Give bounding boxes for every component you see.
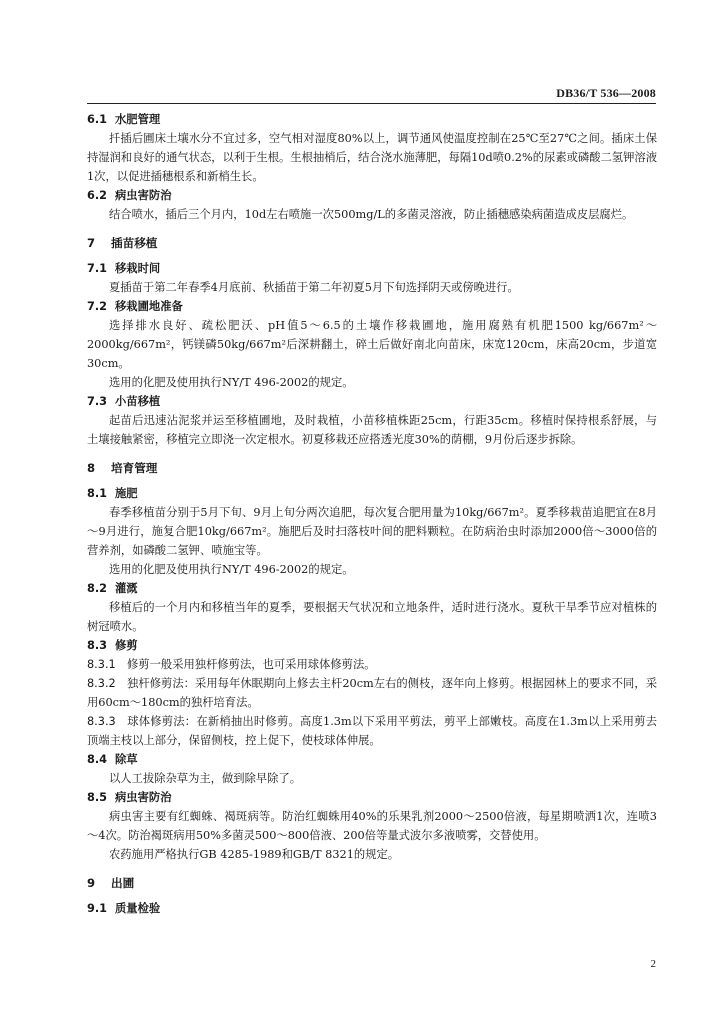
heading-title: 病虫害防治: [115, 791, 172, 804]
heading-number: 7.3: [87, 395, 108, 408]
page-number: 2: [650, 958, 656, 970]
heading-number: 6.2: [87, 189, 108, 202]
paragraph: 农药施用严格执行GB 4285-1989和GB/T 8321的规定。: [109, 848, 400, 861]
clause-number: 8.3.2: [87, 677, 116, 690]
paragraph: 移植后的一个月内和移植当年的夏季，要根据天气状况和立地条件，适时进行浇水。夏秋干旱季节应对植株的树冠喷水。: [87, 601, 657, 633]
heading-title: 移栽时间: [115, 262, 161, 275]
heading-title: 病虫害防治: [115, 189, 172, 202]
heading-number: 9.1: [87, 902, 108, 915]
clause-number: 8.3.1: [87, 658, 116, 671]
heading-number: 8.1: [87, 487, 108, 500]
numbered-clause: [87, 655, 657, 674]
heading-title: 质量检验: [115, 902, 161, 915]
paragraph: 以人工拔除杂草为主，做到除早除了。: [109, 772, 302, 785]
heading-number: 7: [87, 236, 96, 250]
section-heading: [87, 899, 657, 918]
numbered-clause: [87, 674, 657, 712]
heading-title: 施肥: [115, 487, 138, 500]
heading-title: 灌溉: [115, 582, 138, 595]
heading-title: 插苗移植: [111, 236, 158, 250]
heading-title: 培育管理: [111, 461, 158, 475]
section-heading: [87, 186, 657, 205]
document-body: [87, 110, 657, 918]
heading-number: 8.2: [87, 582, 108, 595]
heading-number: 8.3: [87, 639, 108, 652]
paragraph: 扦插后圃床土壤水分不宜过多，空气相对湿度80%以上，调节通风使温度控制在25℃至27℃之间。插床土保持湿润和良好的通气状态，以利于生根。生根抽梢后，结合浇水施薄肥，每隔10d喷0.2%的尿素或磷酸二氢钾溶液1次，以促进插穗根系和新梢生长。: [87, 132, 657, 183]
paragraph: 选用的化肥及使用执行NY/T 496-2002的规定。: [109, 376, 354, 389]
section-heading: [87, 636, 657, 655]
paragraph: 结合喷水，插后三个月内，10d左右喷施一次500mg/L的多菌灵溶液，防止插穗感染病菌造成皮层腐烂。: [109, 208, 634, 221]
paragraph: 起苗后迅速沾泥浆并运至移植圃地，及时栽植，小苗移植株距25cm，行距35cm。移植时保持根系舒展，与土壤接触紧密，移植完立即浇一次定根水。初夏移栽还应搭透光度30%的荫棚，9月份后逐步拆除。: [87, 414, 657, 446]
paragraph: 春季移植苗分别于5月下旬、9月上旬分两次追肥，每次复合肥用量为10kg/667m²。夏季移栽苗追肥宜在8月～9月进行，施复合肥10kg/667m²。施肥后及时扫落枝叶间的肥料颗粒。在防病治虫时添加2000倍～3000倍的营养剂，如磷酸二氢钾、喷施宝等。: [87, 506, 657, 557]
section-heading: [87, 259, 657, 278]
section-heading: [87, 579, 657, 598]
chapter-heading: [87, 459, 657, 478]
section-heading: [87, 750, 657, 769]
heading-title: 水肥管理: [115, 113, 161, 126]
paragraph: 选用的化肥及使用执行NY/T 496-2002的规定。: [109, 563, 354, 576]
heading-number: 8.5: [87, 791, 108, 804]
heading-title: 出圃: [111, 876, 135, 890]
heading-number: 7.1: [87, 262, 108, 275]
section-heading: [87, 484, 657, 503]
heading-number: 8: [87, 461, 96, 475]
numbered-clause: [87, 712, 657, 750]
section-heading: [87, 110, 657, 129]
paragraph: 夏插苗于第二年春季4月底前、秋插苗于第二年初夏5月下旬选择阴天或傍晚进行。: [109, 281, 519, 294]
section-heading: [87, 392, 657, 411]
paragraph: 选择排水良好、疏松肥沃、pH值5～6.5的土壤作移栽圃地，施用腐熟有机肥1500 kg/667m²～2000kg/667m²，钙镁磷50kg/667m²后深耕翻土，碎土后做好南北向苗床，床宽120cm，床高20cm，步道宽30cm。: [87, 319, 657, 370]
heading-title: 小苗移植: [115, 395, 161, 408]
doc-code-header: DB36/T 536—2008: [556, 86, 656, 100]
heading-number: 6.1: [87, 113, 108, 126]
clause-text: 独杆修剪法：采用每年休眠期向上修去主杆20cm左右的侧枝，逐年向上修剪。根据园林上的要求不同，采用60cm～180cm的独杆培育法。: [87, 677, 657, 709]
paragraph: 病虫害主要有红蜘蛛、褐斑病等。防治红蜘蛛用40%的乐果乳剂2000～2500倍液，每星期喷洒1次，连喷3～4次。防治褐斑病用50%多菌灵500～800倍液、200倍等量式波尔多液喷雾，交替使用。: [87, 810, 657, 842]
chapter-heading: [87, 874, 657, 893]
heading-number: 8.4: [87, 753, 108, 766]
heading-title: 修剪: [115, 639, 138, 652]
section-heading: [87, 297, 657, 316]
clause-number: 8.3.3: [87, 715, 116, 728]
chapter-heading: [87, 234, 657, 253]
section-heading: [87, 788, 657, 807]
clause-text: 修剪一般采用独杆修剪法，也可采用球体修剪法。: [127, 658, 376, 671]
heading-title: 移栽圃地准备: [115, 300, 183, 313]
heading-number: 9: [87, 876, 96, 890]
heading-title: 除草: [115, 753, 138, 766]
header-rule: [87, 103, 656, 104]
heading-number: 7.2: [87, 300, 108, 313]
clause-text: 球体修剪法：在新梢抽出时修剪。高度1.3m以下采用平剪法，剪平上部嫩枝。高度在1.3m以上采用剪去顶端主枝以上部分，保留侧枝，控上促下，使枝球体伸展。: [87, 715, 657, 747]
